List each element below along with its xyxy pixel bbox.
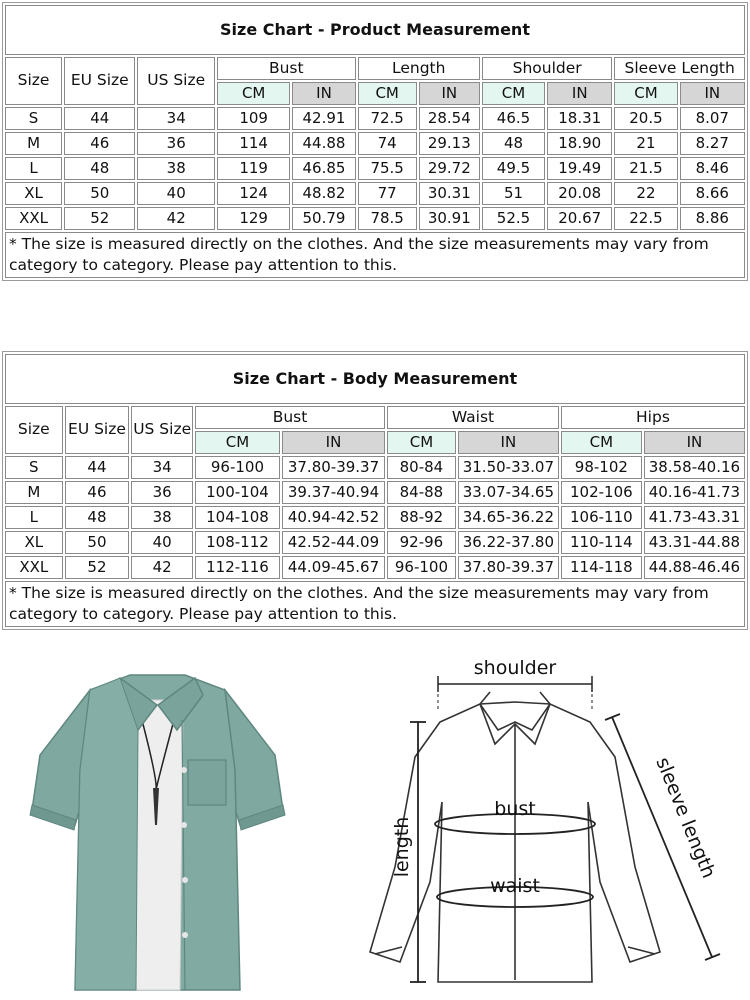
- group-header-sleeve-length: Sleeve Length: [614, 57, 745, 80]
- value-cell: 92-96: [387, 531, 456, 554]
- value-cell: 42.52-44.09: [282, 531, 385, 554]
- table-row: [5, 182, 745, 205]
- value-cell: 38: [137, 157, 214, 180]
- size-cell: M: [5, 481, 63, 504]
- size-cell: L: [5, 157, 62, 180]
- value-cell: 29.72: [419, 157, 480, 180]
- value-cell: 40.16-41.73: [644, 481, 745, 504]
- value-cell: 43.31-44.88: [644, 531, 745, 554]
- value-cell: 46.5: [482, 107, 545, 130]
- value-cell: 18.31: [547, 107, 612, 130]
- group-header-bust: Bust: [195, 406, 385, 429]
- unit-in: IN: [419, 82, 480, 105]
- measurement-diagram: [330, 652, 740, 997]
- unit-cm: CM: [358, 82, 417, 105]
- value-cell: 52.5: [482, 207, 545, 230]
- value-cell: 72.5: [358, 107, 417, 130]
- unit-in: IN: [282, 431, 385, 454]
- value-cell: 44: [65, 456, 130, 479]
- value-cell: 8.46: [680, 157, 745, 180]
- body-table-body: [5, 456, 745, 579]
- value-cell: 50.79: [292, 207, 355, 230]
- unit-cm: CM: [217, 82, 290, 105]
- value-cell: 40.94-42.52: [282, 506, 385, 529]
- body-measurement-table: [2, 351, 748, 630]
- value-cell: 36.22-37.80: [458, 531, 559, 554]
- value-cell: 22: [614, 182, 677, 205]
- value-cell: 21.5: [614, 157, 677, 180]
- value-cell: 51: [482, 182, 545, 205]
- value-cell: 74: [358, 132, 417, 155]
- value-cell: 33.07-34.65: [458, 481, 559, 504]
- value-cell: 119: [217, 157, 290, 180]
- value-cell: 20.08: [547, 182, 612, 205]
- unit-cm: CM: [614, 82, 677, 105]
- col-header-us-size: US Size: [131, 406, 193, 454]
- value-cell: 38: [131, 506, 193, 529]
- col-header-eu-size: EU Size: [65, 406, 130, 454]
- size-cell: XXL: [5, 207, 62, 230]
- table-row: [5, 481, 745, 504]
- value-cell: 30.91: [419, 207, 480, 230]
- shirt-outline-icon: [370, 692, 660, 982]
- col-header-size: Size: [5, 406, 63, 454]
- body-table-note: * The size is measured directly on the clothes. And the size measurements may vary from category to category. Please pay attention to this.: [5, 581, 745, 627]
- value-cell: 44.09-45.67: [282, 556, 385, 579]
- bust-label: bust: [494, 798, 536, 820]
- value-cell: 84-88: [387, 481, 456, 504]
- table-row: [5, 107, 745, 130]
- unit-cm: CM: [482, 82, 545, 105]
- value-cell: 102-106: [561, 481, 642, 504]
- unit-cm: CM: [387, 431, 456, 454]
- table-row: [5, 531, 745, 554]
- shirt-product-image: [20, 660, 295, 995]
- value-cell: 75.5: [358, 157, 417, 180]
- group-header-bust: Bust: [217, 57, 356, 80]
- value-cell: 34: [137, 107, 214, 130]
- size-cell: M: [5, 132, 62, 155]
- value-cell: 48: [64, 157, 135, 180]
- table-row: [5, 456, 745, 479]
- value-cell: 80-84: [387, 456, 456, 479]
- value-cell: 40: [131, 531, 193, 554]
- unit-in: IN: [292, 82, 355, 105]
- value-cell: 110-114: [561, 531, 642, 554]
- value-cell: 42: [131, 556, 193, 579]
- value-cell: 29.13: [419, 132, 480, 155]
- value-cell: 31.50-33.07: [458, 456, 559, 479]
- value-cell: 108-112: [195, 531, 280, 554]
- unit-cm: CM: [561, 431, 642, 454]
- value-cell: 44: [64, 107, 135, 130]
- unit-in: IN: [458, 431, 559, 454]
- value-cell: 38.58-40.16: [644, 456, 745, 479]
- value-cell: 129: [217, 207, 290, 230]
- value-cell: 106-110: [561, 506, 642, 529]
- value-cell: 104-108: [195, 506, 280, 529]
- col-header-us-size: US Size: [137, 57, 214, 105]
- value-cell: 96-100: [387, 556, 456, 579]
- value-cell: 22.5: [614, 207, 677, 230]
- unit-in: IN: [680, 82, 745, 105]
- value-cell: 39.37-40.94: [282, 481, 385, 504]
- value-cell: 28.54: [419, 107, 480, 130]
- group-header-shoulder: Shoulder: [482, 57, 612, 80]
- size-cell: XL: [5, 531, 63, 554]
- value-cell: 114: [217, 132, 290, 155]
- value-cell: 37.80-39.37: [282, 456, 385, 479]
- waist-label: waist: [490, 875, 540, 897]
- value-cell: 46: [64, 132, 135, 155]
- value-cell: 46.85: [292, 157, 355, 180]
- product-table-title: Size Chart - Product Measurement: [5, 5, 745, 55]
- value-cell: 34: [131, 456, 193, 479]
- value-cell: 20.5: [614, 107, 677, 130]
- value-cell: 8.66: [680, 182, 745, 205]
- table-row: [5, 207, 745, 230]
- size-cell: XXL: [5, 556, 63, 579]
- value-cell: 21: [614, 132, 677, 155]
- value-cell: 44.88-46.46: [644, 556, 745, 579]
- table-row: [5, 506, 745, 529]
- col-header-eu-size: EU Size: [64, 57, 135, 105]
- size-cell: S: [5, 107, 62, 130]
- value-cell: 8.07: [680, 107, 745, 130]
- body-table-title: Size Chart - Body Measurement: [5, 354, 745, 404]
- value-cell: 37.80-39.37: [458, 556, 559, 579]
- value-cell: 52: [64, 207, 135, 230]
- value-cell: 48.82: [292, 182, 355, 205]
- value-cell: 18.90: [547, 132, 612, 155]
- value-cell: 41.73-43.31: [644, 506, 745, 529]
- group-header-hips: Hips: [561, 406, 745, 429]
- product-table-body: [5, 107, 745, 230]
- value-cell: 98-102: [561, 456, 642, 479]
- value-cell: 100-104: [195, 481, 280, 504]
- length-label: length: [391, 816, 413, 878]
- value-cell: 20.67: [547, 207, 612, 230]
- value-cell: 77: [358, 182, 417, 205]
- table-row: [5, 132, 745, 155]
- unit-cm: CM: [195, 431, 280, 454]
- size-cell: S: [5, 456, 63, 479]
- value-cell: 8.27: [680, 132, 745, 155]
- value-cell: 88-92: [387, 506, 456, 529]
- value-cell: 19.49: [547, 157, 612, 180]
- value-cell: 109: [217, 107, 290, 130]
- value-cell: 42: [137, 207, 214, 230]
- unit-in: IN: [547, 82, 612, 105]
- col-header-size: Size: [5, 57, 62, 105]
- value-cell: 36: [131, 481, 193, 504]
- value-cell: 48: [65, 506, 130, 529]
- size-cell: XL: [5, 182, 62, 205]
- value-cell: 112-116: [195, 556, 280, 579]
- value-cell: 50: [64, 182, 135, 205]
- product-table-note: * The size is measured directly on the clothes. And the size measurements may vary from category to category. Please pay attention to this.: [5, 232, 745, 278]
- group-header-waist: Waist: [387, 406, 559, 429]
- value-cell: 48: [482, 132, 545, 155]
- unit-in: IN: [644, 431, 745, 454]
- value-cell: 36: [137, 132, 214, 155]
- value-cell: 50: [65, 531, 130, 554]
- value-cell: 114-118: [561, 556, 642, 579]
- shoulder-label: shoulder: [473, 657, 557, 679]
- group-header-length: Length: [358, 57, 480, 80]
- value-cell: 46: [65, 481, 130, 504]
- value-cell: 49.5: [482, 157, 545, 180]
- value-cell: 8.86: [680, 207, 745, 230]
- value-cell: 30.31: [419, 182, 480, 205]
- table-row: [5, 157, 745, 180]
- value-cell: 96-100: [195, 456, 280, 479]
- size-cell: L: [5, 506, 63, 529]
- value-cell: 52: [65, 556, 130, 579]
- value-cell: 44.88: [292, 132, 355, 155]
- sleeve-length-label: sleeve length: [651, 754, 720, 882]
- value-cell: 78.5: [358, 207, 417, 230]
- value-cell: 42.91: [292, 107, 355, 130]
- value-cell: 34.65-36.22: [458, 506, 559, 529]
- value-cell: 40: [137, 182, 214, 205]
- table-row: [5, 556, 745, 579]
- value-cell: 124: [217, 182, 290, 205]
- product-measurement-table: [2, 2, 748, 281]
